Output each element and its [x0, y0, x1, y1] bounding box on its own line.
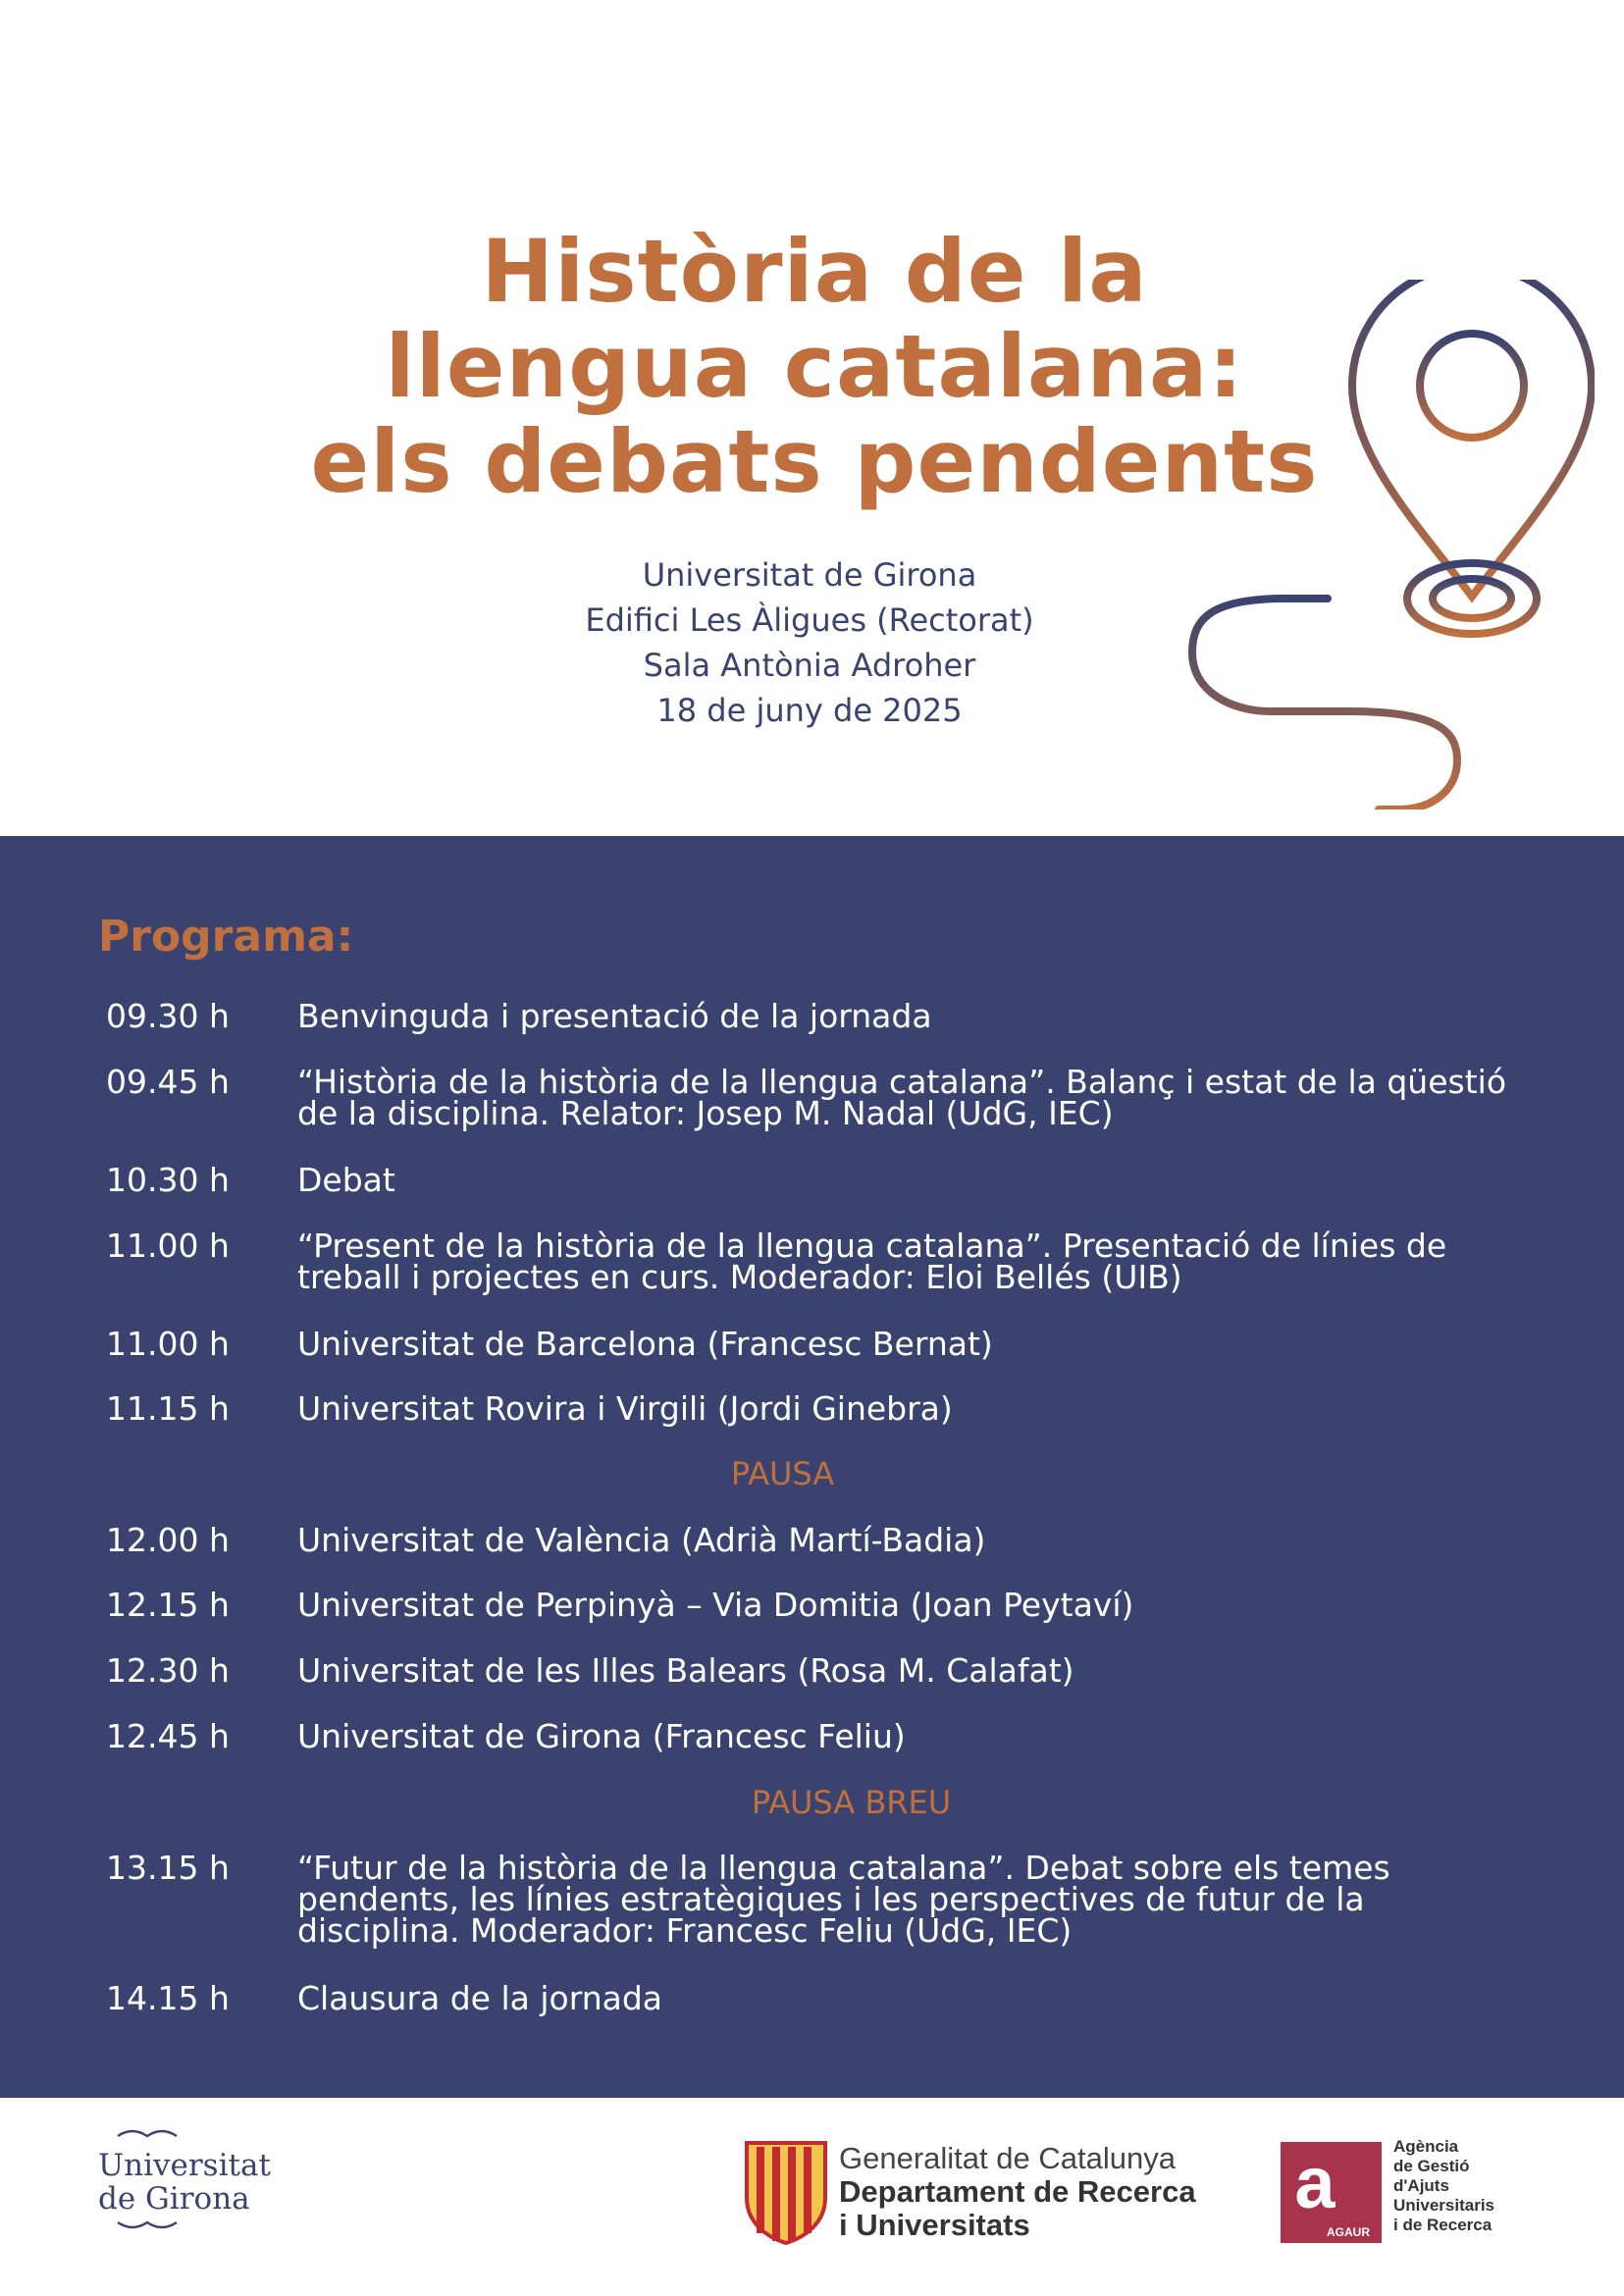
udg-logo	[98, 2149, 271, 2216]
department-line: Departament de Recerca	[839, 2174, 1196, 2209]
item-text: de la disciplina. Relator: Josep M. Nadal (UdG, IEC)	[297, 1094, 1114, 1132]
item-text: Debat	[297, 1161, 395, 1199]
generalitat-emblem-icon	[743, 2139, 829, 2245]
item-time: 12.45 h	[106, 1717, 230, 1755]
agaur-logo-label: AGAUR	[1327, 2225, 1370, 2239]
agaur-line: Agència	[1393, 2137, 1459, 2156]
venue-line: Sala Antònia Adroher	[643, 647, 976, 684]
item-text: Clausura de la jornada	[297, 1979, 663, 2017]
item-time: 09.30 h	[106, 997, 230, 1035]
header-section	[0, 0, 1624, 836]
item-time: 14.15 h	[106, 1979, 230, 2017]
agaur-line: de Gestió	[1393, 2157, 1470, 2175]
agaur-logo-letter: a	[1294, 2142, 1336, 2223]
udg-logo-line: de Girona	[98, 2181, 250, 2217]
agaur-line: d'Ajuts	[1393, 2176, 1449, 2195]
agaur-logo-text	[1393, 2137, 1494, 2235]
venue-line: Edifici Les Àligues (Rectorat)	[585, 601, 1034, 639]
item-text: “Història de la història de la llengua catalana”. Balanç i estat de la qüestió	[297, 1063, 1507, 1101]
location-pin-icon	[1173, 280, 1595, 809]
title-line: llengua catalana:	[385, 316, 1244, 417]
item-time: 11.00 h	[106, 1226, 230, 1265]
programme-heading: Programa:	[98, 912, 354, 962]
item-text: Universitat de Perpinyà – Via Domitia (Joan Peytaví)	[297, 1586, 1134, 1624]
item-text: “Present de la història de la llengua catalana”. Presentació de línies de	[297, 1226, 1447, 1265]
item-time: 10.30 h	[106, 1161, 230, 1199]
item-text: pendents, les línies estratègiques i les perspectives de futur de la	[297, 1880, 1365, 1918]
agaur-line: i de Recerca	[1393, 2216, 1493, 2234]
pause-label: PAUSA BREU	[751, 1784, 952, 1821]
item-time: 12.00 h	[106, 1521, 230, 1559]
item-text: “Futur de la història de la llengua catalana”. Debat sobre els temes	[297, 1849, 1390, 1887]
item-text: Universitat Rovira i Virgili (Jordi Ginebra)	[297, 1389, 953, 1428]
venue-info	[442, 552, 1178, 733]
item-text: Universitat de València (Adrià Martí-Badia)	[297, 1521, 986, 1559]
item-time: 13.15 h	[106, 1849, 230, 1887]
item-time: 11.15 h	[106, 1389, 230, 1428]
item-time: 12.30 h	[106, 1651, 230, 1690]
item-text: disciplina. Moderador: Francesc Feliu (UdG, IEC)	[297, 1911, 1073, 1950]
item-text: treball i projectes en curs. Moderador: Eloi Bellés (UIB)	[297, 1258, 1182, 1296]
generalitat-line: Generalitat de Catalunya	[839, 2141, 1176, 2175]
generalitat-logo	[839, 2142, 1196, 2242]
agaur-line: Universitaris	[1393, 2196, 1494, 2215]
item-time: 09.45 h	[106, 1063, 230, 1101]
department-line: i Universitats	[839, 2208, 1030, 2242]
item-text: Universitat de Girona (Francesc Feliu)	[297, 1717, 906, 1755]
title-line: Història de la	[481, 221, 1148, 322]
event-date: 18 de juny de 2025	[656, 692, 963, 729]
item-text: Universitat de Barcelona (Francesc Bernat)	[297, 1325, 993, 1363]
title-line: els debats pendents	[310, 411, 1319, 512]
pause-label: PAUSA	[730, 1455, 835, 1492]
item-time: 11.00 h	[106, 1325, 230, 1363]
venue-line: Universitat de Girona	[642, 556, 977, 594]
item-text: Benvinguda i presentació de la jornada	[297, 997, 932, 1035]
item-time: 12.15 h	[106, 1586, 230, 1624]
udg-logo-line: Universitat	[98, 2148, 271, 2183]
item-text: Universitat de les Illes Balears (Rosa M. Calafat)	[297, 1651, 1074, 1690]
